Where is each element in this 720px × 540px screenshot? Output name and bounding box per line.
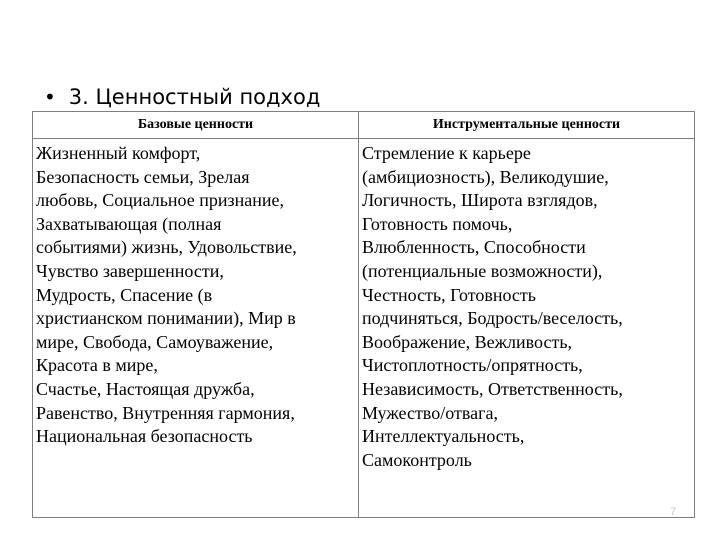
list-item: Воображение, Вежливость, — [362, 331, 573, 352]
list-item: мире, Свобода, Самоуважение, — [36, 331, 274, 352]
list-item: Захватывающая (полная — [36, 213, 222, 234]
list-item: Интеллектуальность, — [362, 426, 525, 447]
list-item: Мудрость, Спасение (в — [36, 284, 213, 305]
list-item: любовь, Социальное признание, — [36, 190, 285, 211]
list-item: Чувство завершенности, — [36, 260, 224, 281]
list-item: Безопасность семьи, Зрелая — [36, 166, 250, 187]
list-item: Жизненный комфорт, — [36, 143, 201, 163]
page-number: 7 — [670, 506, 677, 518]
list-item: (потенциальные возможности), — [362, 260, 603, 281]
list-item: подчиняться, Бодрость/веселость, — [362, 308, 623, 329]
list-item: Влюбленность, Способности — [362, 237, 586, 258]
list-item: Готовность помочь, — [362, 213, 513, 234]
list-item: Логичность, Широта взглядов, — [362, 190, 598, 211]
heading-text: 3. Ценностный подход — [68, 85, 321, 109]
list-item: Национальная безопасность — [36, 426, 253, 447]
table-row — [33, 139, 695, 518]
list-item: Счастье, Настоящая дружба, — [36, 378, 255, 399]
list-item: Равенство, Внутренняя гармония, — [36, 402, 295, 423]
column-header-instrumental-values: Инструментальные ценности — [359, 112, 695, 139]
bullet-icon: • — [44, 85, 56, 109]
list-item: христианском понимании), Мир в — [36, 308, 296, 329]
list-item: Мужество/отвага, — [362, 402, 498, 423]
list-item: Стремление к карьере — [362, 143, 531, 163]
values-table — [32, 111, 695, 518]
column-header-basic-values: Базовые ценности — [33, 112, 359, 139]
basic-values-cell — [33, 139, 359, 518]
table-header-row — [33, 112, 695, 139]
list-item: Чистоплотность/опрятность, — [362, 355, 583, 376]
list-item: Независимость, Ответственность, — [362, 378, 623, 399]
list-item: Самоконтроль — [362, 449, 472, 470]
list-item: событиями) жизнь, Удовольствие, — [36, 237, 297, 258]
list-item: (амбициозность), Великодушие, — [362, 166, 609, 187]
list-item: Красота в мире, — [36, 355, 158, 376]
instrumental-values-cell — [359, 139, 695, 518]
slide-heading — [44, 83, 320, 111]
list-item: Честность, Готовность — [362, 284, 536, 305]
